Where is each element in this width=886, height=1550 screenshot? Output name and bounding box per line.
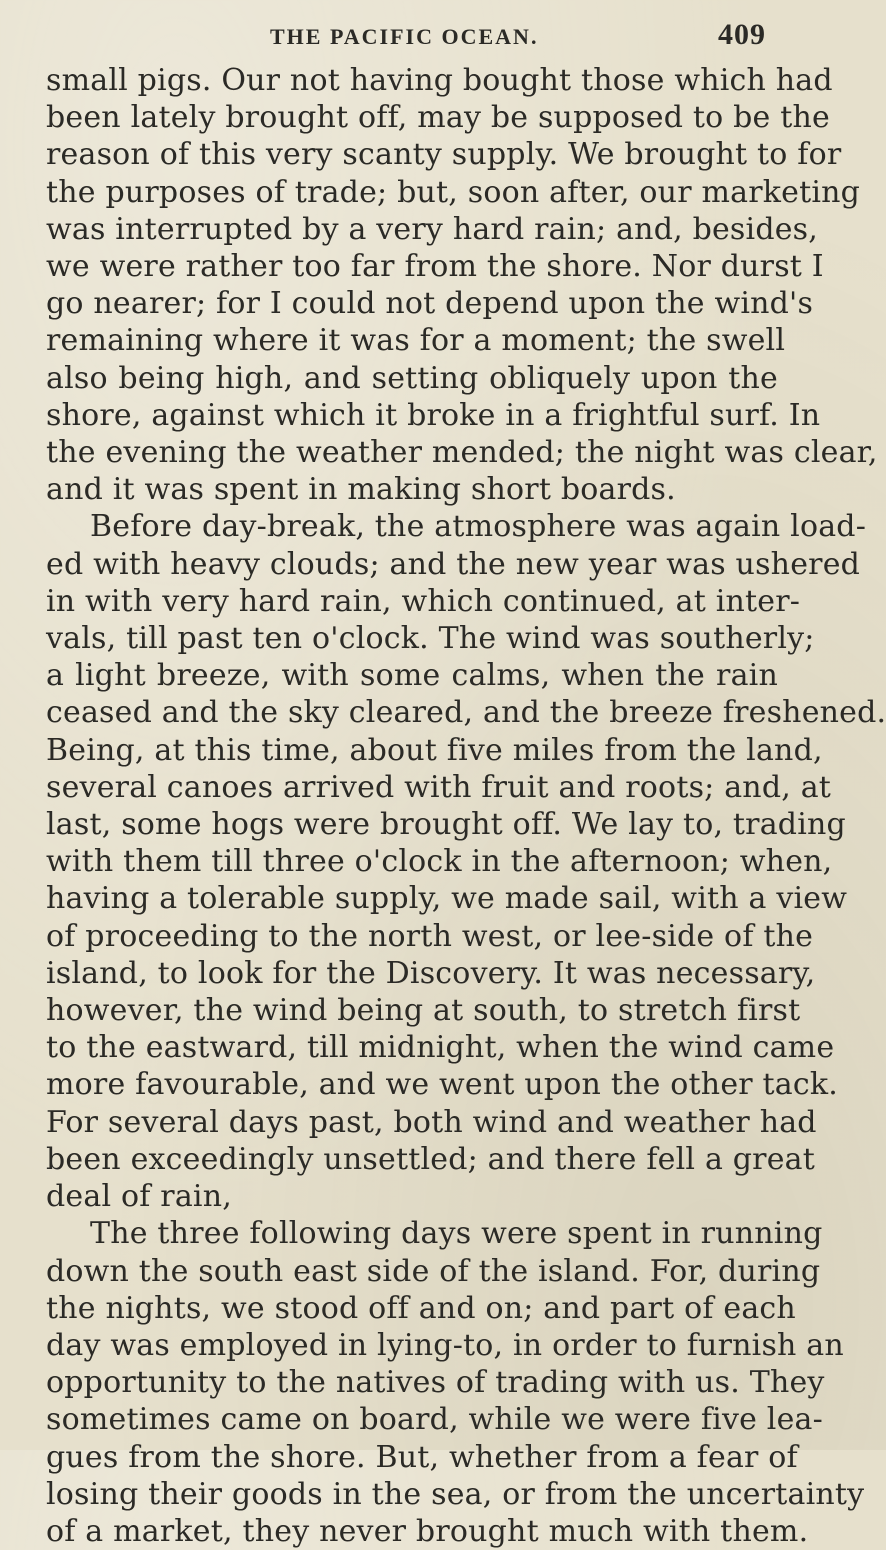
- text-line: remaining where it was for a moment; the swell: [46, 323, 786, 359]
- paragraph-start-line: Before day-break, the atmosphere was again load-: [90, 509, 867, 545]
- text-line: also being high, and setting obliquely upon the: [46, 360, 778, 396]
- text-line: in with very hard rain, which continued, at inter-: [46, 583, 801, 619]
- text-line: down the south east side of the island. For, during: [46, 1253, 821, 1289]
- text-line: was interrupted by a very hard rain; and, besides,: [46, 211, 819, 247]
- text-line: of a market, they never brought much with them.: [46, 1513, 809, 1549]
- text-line: For several days past, both wind and weather had: [46, 1104, 817, 1140]
- text-line: sometimes came on board, while we were five lea-: [46, 1402, 823, 1438]
- text-line: island, to look for the Discovery. It was necessary,: [46, 955, 816, 991]
- body-text: [46, 62, 886, 1550]
- text-line: the nights, we stood off and on; and part of each: [46, 1290, 796, 1326]
- text-line: last, some hogs were brought off. We lay to, trading: [46, 807, 846, 843]
- text-line: with them till three o'clock in the afternoon; when,: [46, 844, 833, 880]
- text-line: been exceedingly unsettled; and there fell a great: [46, 1141, 816, 1177]
- text-line: ceased and the sky cleared, and the breeze freshened.: [46, 695, 886, 731]
- paragraph-start-line: The three following days were spent in running: [90, 1216, 823, 1252]
- text-line: Being, at this time, about five miles from the land,: [46, 732, 823, 768]
- paragraph-end-line: and it was spent in making short boards.: [46, 472, 676, 508]
- text-line: however, the wind being at south, to stretch first: [46, 993, 801, 1029]
- text-line: go nearer; for I could not depend upon the wind's: [46, 286, 814, 322]
- text-line: opportunity to the natives of trading with us. They: [46, 1365, 825, 1401]
- paragraph-end-line: deal of rain,: [46, 1179, 232, 1215]
- text-line: gues from the shore. But, whether from a fear of: [46, 1439, 798, 1475]
- text-line: more favourable, and we went upon the other tack.: [46, 1067, 839, 1103]
- text-line: several canoes arrived with fruit and roots; and, at: [46, 769, 832, 805]
- text-line: small pigs. Our not having bought those which had: [46, 63, 833, 98]
- running-header: [46, 0, 778, 62]
- page-number: 409: [718, 18, 766, 51]
- text-line: vals, till past ten o'clock. The wind was southerly;: [46, 621, 815, 657]
- text-line: the evening the weather mended; the night was clear,: [46, 435, 878, 471]
- text-line: to the eastward, till midnight, when the wind came: [46, 1030, 835, 1066]
- text-line: day was employed in lying-to, in order to furnish an: [46, 1327, 844, 1363]
- text-line: having a tolerable supply, we made sail, with a view: [46, 881, 848, 917]
- text-line: ed with heavy clouds; and the new year was ushered: [46, 546, 861, 582]
- text-line: shore, against which it broke in a frightful surf. In: [46, 397, 821, 433]
- text-line: of proceeding to the north west, or lee-side of the: [46, 918, 814, 954]
- text-line: been lately brought off, may be supposed to be the: [46, 100, 830, 136]
- text-line: a light breeze, with some calms, when the rain: [46, 658, 778, 694]
- text-line: the purposes of trade; but, soon after, our marketing: [46, 174, 861, 210]
- text-line: reason of this very scanty supply. We brought to for: [46, 137, 842, 173]
- running-title: THE PACIFIC OCEAN.: [270, 24, 539, 49]
- text-line: we were rather too far from the shore. Nor durst I: [46, 249, 824, 285]
- text-line: losing their goods in the sea, or from the uncertainty: [46, 1476, 865, 1512]
